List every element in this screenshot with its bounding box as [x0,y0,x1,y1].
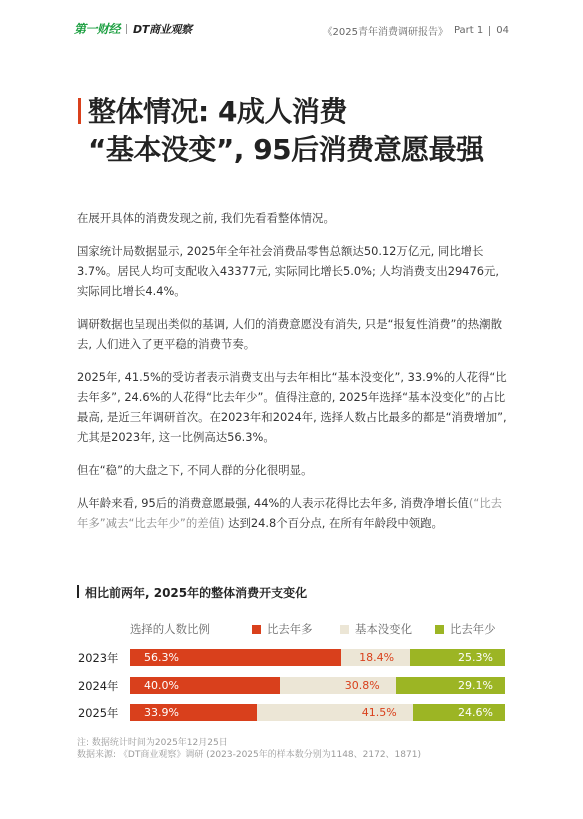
bar-row [130,677,505,694]
data-label: 29.1% [458,679,493,692]
category-label: 2023年 [78,651,119,665]
legend-label-same: 基本没变化 [355,622,412,636]
legend-swatch-less [435,625,444,634]
title-line-1: 整体情况: 4成人消费 [88,95,347,128]
title-accent-bar [78,98,81,124]
report-title: 《2025青年消费调研报告》 [322,27,448,38]
data-label: 40.0% [144,679,179,692]
bar-segment-less [413,704,505,721]
bar-segment-more [130,677,280,694]
legend-label-less: 比去年少 [450,622,496,636]
paragraph-6-end: 达到24.8个百分点, 在所有年龄段中领跑。 [224,516,443,530]
brand-logo [74,20,192,37]
paragraph-6-note: (“比去年多”减去“比去年少”的差值) [77,496,503,530]
bar-segment-same [257,704,413,721]
legend-less [435,621,496,637]
category-label: 2024年 [78,679,119,693]
section-title [74,93,514,169]
bar-segment-less [396,677,505,694]
page-number: 04 [496,25,509,36]
legend-title-text: 选择的人数比例 [130,622,210,636]
paragraph-3: 调研数据也呈现出类似的基调, 人们的消费意愿没有消失, 只是“报复性消费”的热潮散去, 人们进入了更平稳的消费节奏。 [77,317,502,351]
category-label: 2025年 [78,706,119,720]
data-label: 33.9% [144,706,179,719]
paragraph-4: 2025年, 41.5%的受访者表示消费支出与去年相比“基本没变化”, 33.9%的人花得“比去年多”, 24.6%的人花得“比去年少”。值得注意的, 2025年选择“基本没变化”的占比最高, 是近三年调研首次。在2023年和2024年, 选择人数占比最多的都是“消费增加”, 尤其是2023年, 这一比例高达56.3%。 [77,370,507,444]
logo-dt: DT商业观察 [133,22,192,36]
paragraph-1: 在展开具体的消费发现之前, 我们先看看整体情况。 [77,211,335,225]
bar-segment-same [280,677,396,694]
page-header [74,20,509,40]
legend-swatch-same [340,625,349,634]
legend-more [252,621,313,637]
legend-same [340,621,412,637]
part-label: Part 1 [453,25,484,36]
logo-cbn: 第一财经 [74,22,121,36]
paragraph-6-main: 从年龄来看, 95后的消费意愿最强, 44%的人表示花得比去年多, 消费净增长值 [77,496,469,510]
data-label: 30.8% [344,679,380,692]
data-label: 18.4% [359,651,395,664]
paragraph-2: 国家统计局数据显示, 2025年全年社会消费品零售总额达50.12万亿元, 同比增长3.7%。居民人均可支配收入43377元, 实际同比增长5.0%; 人均消费支出29476元, 实际同比增长4.4%。 [77,244,500,298]
footnote-line-2: 数据来源: 《DT商业观察》调研 (2023-2025年的样本数分别为1148、2172、1871) [77,750,421,760]
legend-title [130,621,210,637]
bar-row [130,704,505,721]
chart-footnote [77,737,421,761]
chart-legend [130,621,510,637]
body-text [77,208,509,546]
legend-swatch-more [252,625,261,634]
paragraph-5: 但在“稳”的大盘之下, 不同人群的分化很明显。 [77,463,313,477]
header-divider [489,26,490,36]
data-label: 41.5% [361,706,397,719]
data-label: 24.6% [458,706,493,719]
data-label: 25.3% [458,651,493,664]
footnote-line-1: 注: 数据统计时间为2025年12月25日 [77,738,228,748]
bar-segment-more [130,649,341,666]
logo-divider [126,24,127,34]
bar-segment-same [341,649,410,666]
paragraph-6 [77,493,509,533]
header-meta [323,23,509,38]
title-line-2: “基本没变”, 95后消费意愿最强 [88,133,484,166]
legend-label-more: 比去年多 [267,622,313,636]
bar-row [130,649,505,666]
chart-title: 相比前两年, 2025年的整体消费开支变化 [77,584,307,601]
bar-segment-more [130,704,257,721]
data-label: 56.3% [144,651,179,664]
bar-segment-less [410,649,505,666]
